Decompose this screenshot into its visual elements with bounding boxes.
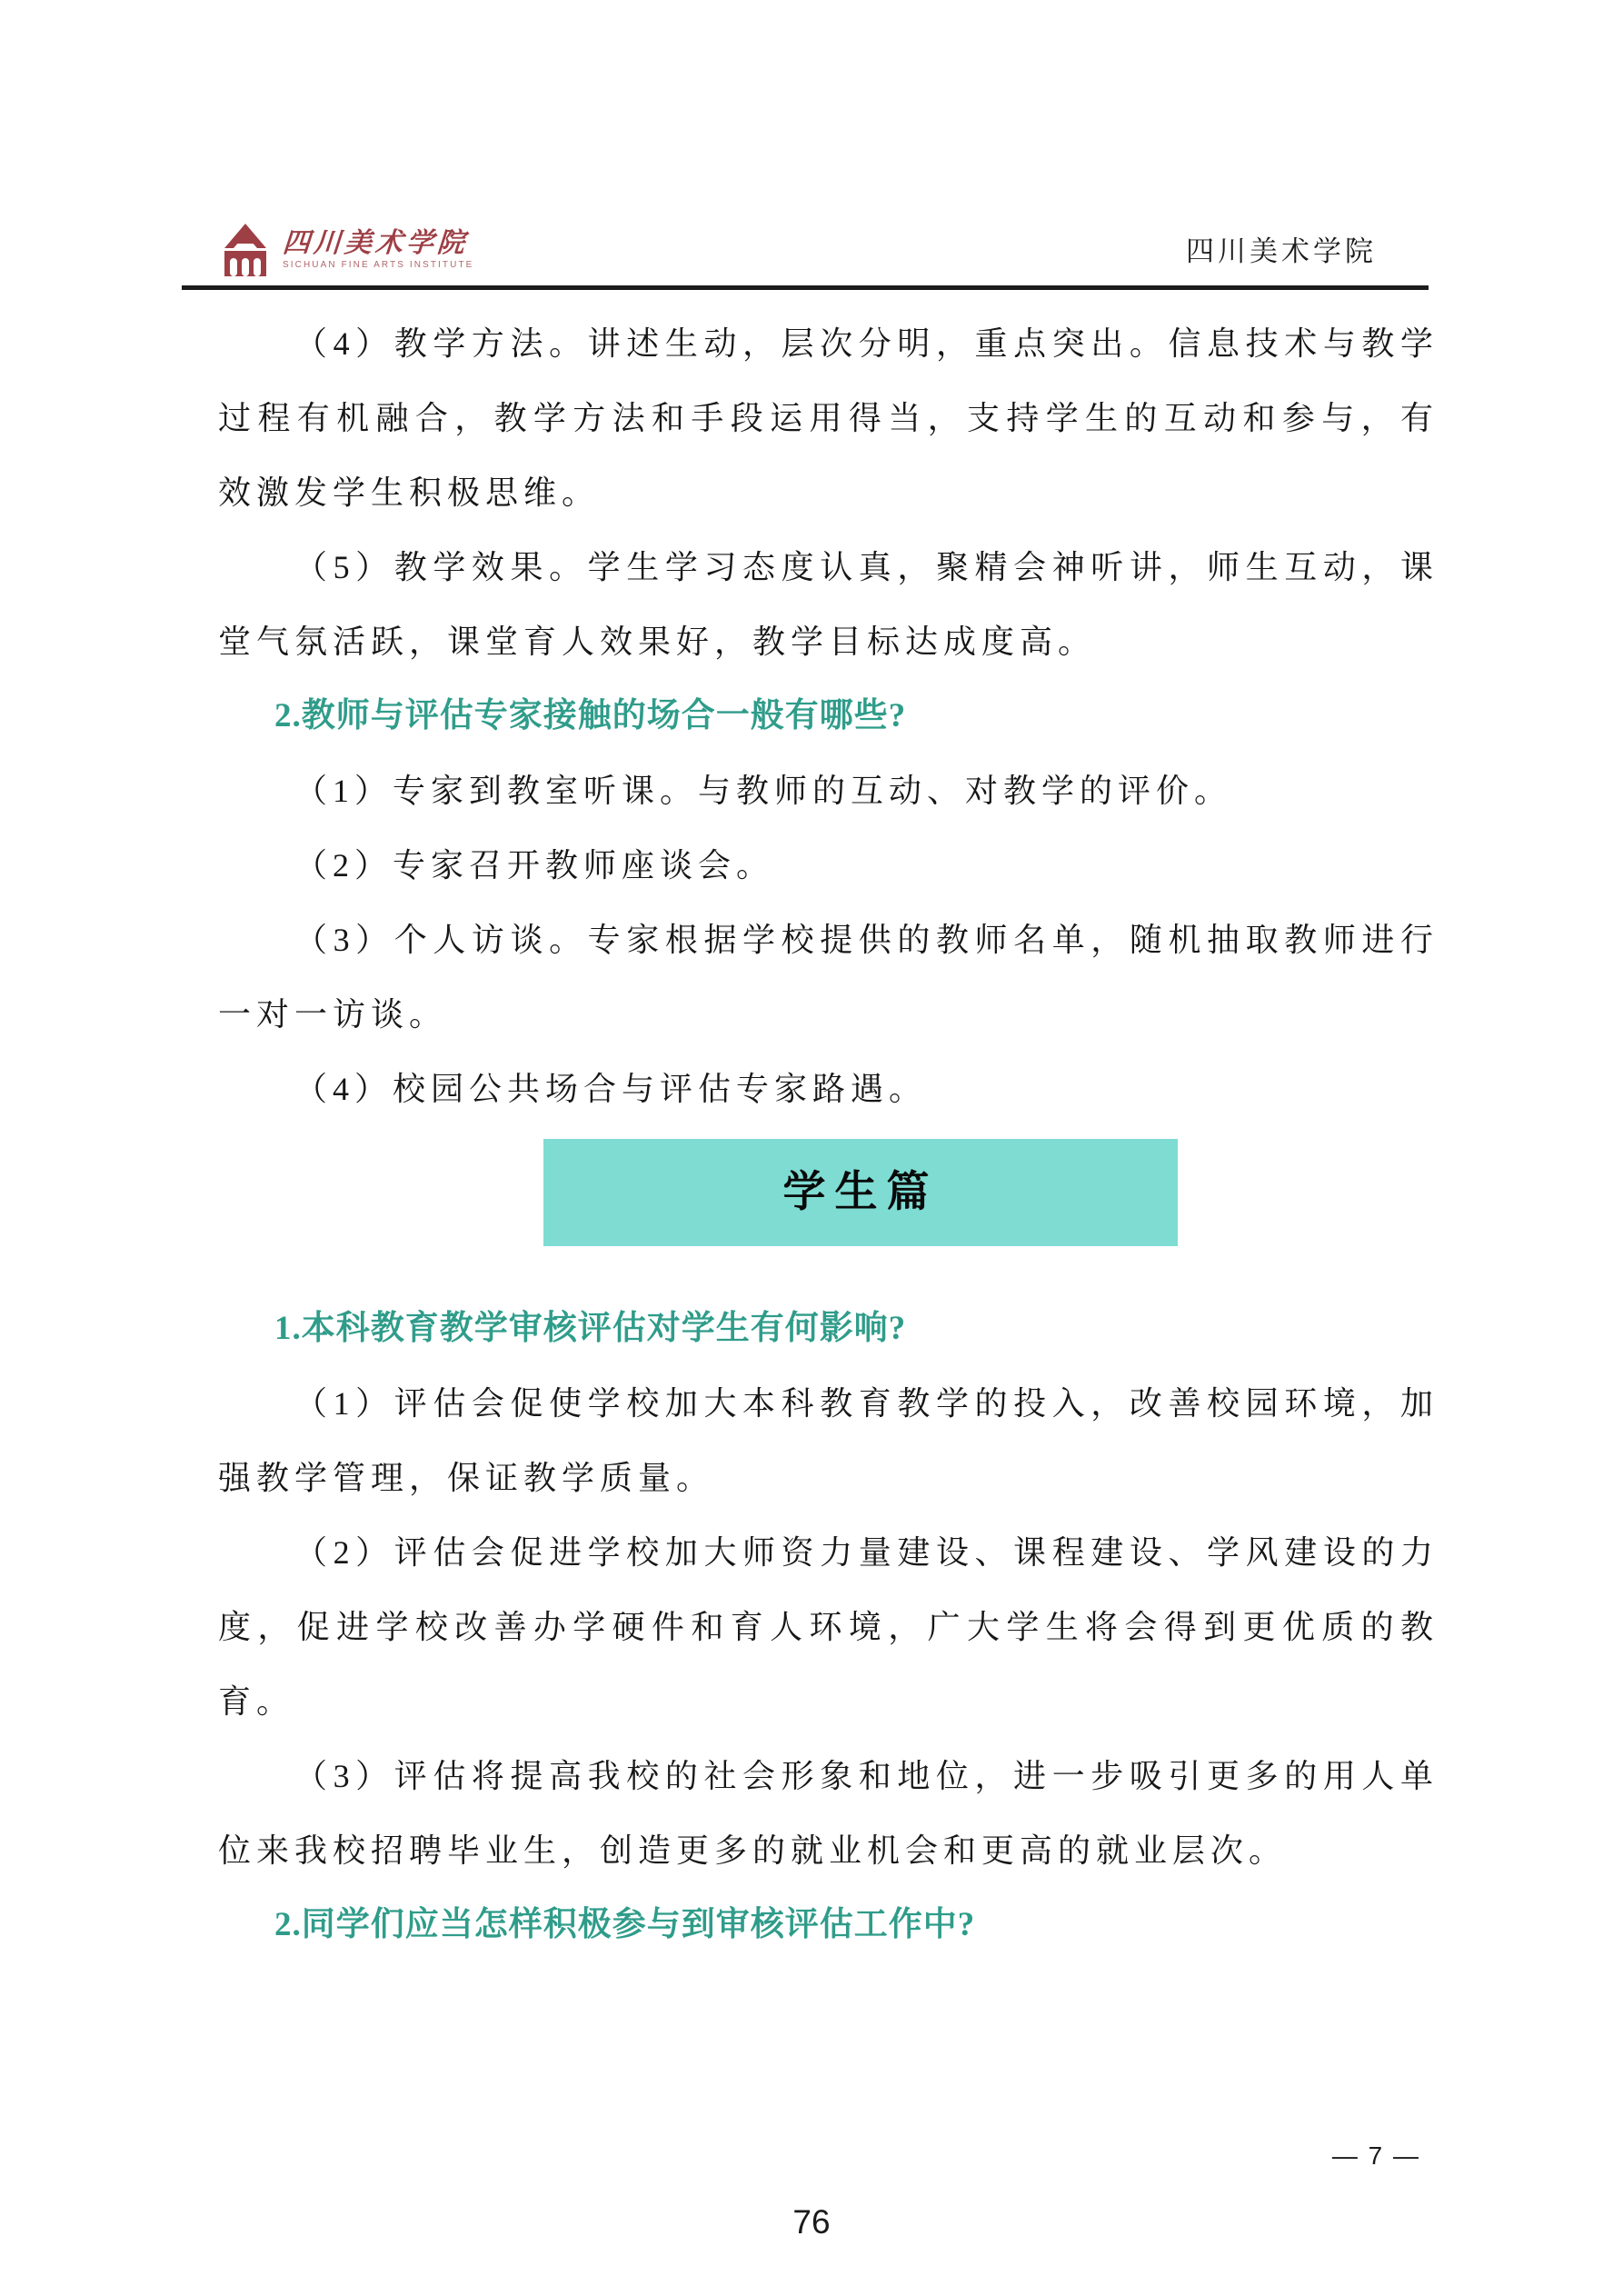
- section-banner: [543, 1139, 1178, 1246]
- page-number: 76: [792, 2203, 831, 2241]
- header-divider: [182, 285, 1429, 290]
- header-institute-title: 四川美术学院: [1186, 235, 1377, 267]
- paragraph: （4）教学方法。讲述生动，层次分明，重点突出。信息技术与教学过程有机融合，教学方法和手段运用得当，支持学生的互动和参与，有效激发学生积极思维。: [218, 325, 1439, 511]
- banner-title: 学生篇: [782, 1169, 939, 1216]
- paragraph: （3）个人访谈。专家根据学校提供的教师名单，随机抽取教师进行一对一访谈。: [218, 922, 1439, 1033]
- question-heading: 2.教师与评估专家接触的场合一般有哪些?: [274, 697, 907, 734]
- document-body: [218, 306, 1439, 1962]
- section-page-number: — 7 —: [1331, 2141, 1420, 2170]
- institute-logo-text: [283, 228, 473, 272]
- institute-name-calligraphy: 四川美术学院: [281, 228, 470, 258]
- institute-name-english: SICHUAN FINE ARTS INSTITUTE: [283, 260, 474, 270]
- page-header: [221, 224, 1377, 276]
- paragraph: （5）教学效果。学生学习态度认真，聚精会神听讲，师生互动，课堂气氛活跃，课堂育人效果好，教学目标达成度高。: [218, 549, 1439, 660]
- paragraph: （1）评估会促使学校加大本科教育教学的投入，改善校园环境，加强教学管理，保证教学质量。: [218, 1385, 1439, 1496]
- institute-logo: [221, 224, 473, 276]
- paragraph: （4）校园公共场合与评估专家路遇。: [294, 1071, 928, 1107]
- paragraph: （2）专家召开教师座谈会。: [294, 847, 775, 883]
- question-heading: 1.本科教育教学审核评估对学生有何影响?: [274, 1310, 907, 1347]
- paragraph: （3）评估将提高我校的社会形象和地位，进一步吸引更多的用人单位来我校招聘毕业生，创造更多的就业机会和更高的就业层次。: [218, 1758, 1439, 1869]
- paragraph: （2）评估会促进学校加大师资力量建设、课程建设、学风建设的力度，促进学校改善办学硬件和育人环境，广大学生将会得到更优质的教育。: [218, 1534, 1439, 1720]
- institute-gate-icon: [221, 224, 270, 276]
- question-heading: 2.同学们应当怎样积极参与到审核评估工作中?: [274, 1906, 976, 1943]
- paragraph: （1）专家到教室听课。与教师的互动、对教学的评价。: [294, 773, 1233, 809]
